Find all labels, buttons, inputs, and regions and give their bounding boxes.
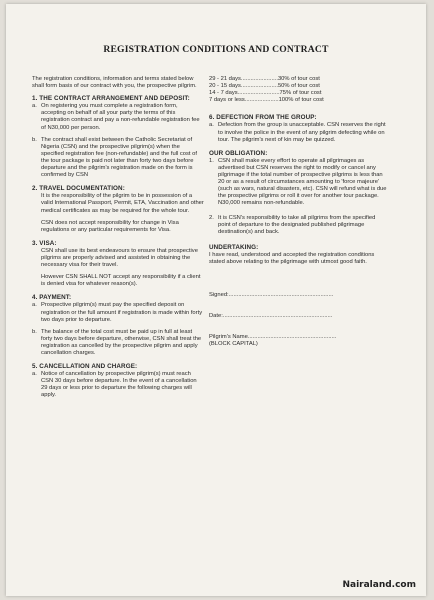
- document-page: [6, 4, 426, 596]
- clause-1a-text: On registering you must complete a registration form, accepting on behalf of all your party the terms of this registration contract and pay a non-refundable registration fee of N30,000 per person.: [41, 103, 200, 131]
- obligation-item-1-text: CSN shall make every effort to operate all pilgrimages as advertised but CSN reserves the right to modify or cancel any pilgrimage if the total number of prospective pilgrims is less than 20 or as a result of circumstances amounting to 'force majeure' (such as wars, natural disasters, etc). CSN will refund what is due the prospective pilgrims or roll it over for another tour package. N30,000 remains non-refundable.: [218, 157, 387, 207]
- visa-text-2: However CSN SHALL NOT accept any responsibility if a client is denied visa for whatever reason(s).: [41, 274, 201, 288]
- clause-4a-label: a.: [32, 302, 37, 309]
- travel-text-2: CSN does not accept responsibility for change in Visa regulations or any particular requirements for Visa.: [41, 219, 179, 233]
- cancellation-rates: [209, 76, 389, 104]
- clause-6a-label: a.: [209, 122, 214, 129]
- obligation-item-2-label: 2.: [209, 214, 214, 221]
- section-payment-heading: 4. PAYMENT:: [32, 294, 72, 302]
- signed-field[interactable]: Signed:.................................................................: [209, 292, 334, 299]
- right-column: [209, 76, 389, 354]
- clause-6a-text: Defection from the group is unacceptable. CSN reserves the right to involve the police in the event of any pilgrim defecting while on tour. The pilgrim's next of kin may be quizzed.: [218, 122, 386, 143]
- clause-4b-text: The balance of the total cost must be paid up in full at least forty two days before departure, otherwise, CSN shall treat the registration as cancelled by the prospective pilgrim and apply cancellation charges.: [41, 328, 202, 356]
- rate-row: 20 - 15 days.......................50% of tour cost: [209, 83, 320, 90]
- obligation-item-1-label: 1.: [209, 157, 214, 164]
- section-visa: [32, 240, 204, 289]
- rate-row: 14 - 7 days..........................75% of tour cost: [209, 90, 322, 97]
- section-visa-heading: 3. VISA:: [32, 239, 57, 247]
- page-title: REGISTRATION CONDITIONS AND CONTRACT: [103, 44, 329, 55]
- signature-block: [209, 292, 389, 348]
- date-field[interactable]: Date:....................................................................: [209, 313, 333, 320]
- section-obligation-heading: OUR OBLIGATION:: [209, 149, 268, 157]
- obligation-item-2: [209, 215, 389, 236]
- visa-paragraph-2: [32, 274, 204, 288]
- pilgrim-name-field[interactable]: Pilgrim's Name.......................................................: [209, 334, 337, 341]
- section-undertaking-heading: UNDERTAKING:: [209, 243, 259, 251]
- clause-1a: [32, 103, 204, 131]
- visa-text-1: CSN shall use its best endeavours to ensure that prospective pilgrims are properly advised and assisted in obtaining the necessary visa for their travel.: [41, 247, 198, 269]
- clause-5a: [32, 371, 204, 399]
- section-undertaking: [209, 244, 389, 266]
- clause-1a-label: a.: [32, 103, 37, 110]
- section-defection: [209, 114, 389, 143]
- section-defection-heading: 6. DEFECTION FROM THE GROUP:: [209, 114, 317, 122]
- rate-row: 29 - 21 days.......................30% of tour cost: [209, 76, 320, 82]
- undertaking-text: I have read, understood and accepted the registration conditions stated above relating to the pilgrimage with utmost good faith.: [209, 251, 375, 265]
- clause-4b: [32, 329, 204, 357]
- section-contract-heading: 1. THE CONTRACT ARRANGEMENT AND DEPOSIT:: [32, 95, 190, 103]
- travel-text-1: It is the responsibility of the pilgrim to be in possession of a valid International Passport, Permit, ETA, Vaccination and other medical certificates as may be required for the whole tour.: [41, 193, 204, 214]
- clause-1b-label: b.: [32, 136, 37, 143]
- section-cancellation: [32, 363, 204, 399]
- rate-row: 7 days or less.....................100% of tour cost: [209, 97, 324, 104]
- obligation-item-2-text: It is CSN's responsibility to take all pilgrims from the specified point of departure to the designated published pilgrimage destination(s) and back.: [218, 214, 376, 235]
- intro-text: The registration conditions, information and terms stated below shall form basis of our contract with you, the prospective pilgrim.: [32, 76, 197, 90]
- section-obligation: [209, 150, 389, 236]
- clause-4a-text: Prospective pilgrim(s) must pay the specified deposit on registration or the full amount if registration is made within forty two days prior to departure.: [41, 302, 203, 323]
- clause-6a: [209, 122, 389, 143]
- block-capital-note: (BLOCK CAPITAL): [209, 341, 258, 348]
- obligation-item-1: [209, 158, 389, 208]
- clause-4a: [32, 302, 204, 323]
- section-contract: [32, 95, 204, 179]
- section-payment: [32, 294, 204, 357]
- clause-1b: [32, 137, 204, 180]
- left-column: [32, 76, 204, 406]
- clause-4b-label: b.: [32, 328, 37, 335]
- site-watermark: Nairaland.com: [342, 580, 416, 590]
- section-travel-documentation: [32, 185, 204, 234]
- visa-paragraph-1: [32, 248, 204, 269]
- section-cancellation-heading: 5. CANCELLATION AND CHARGE:: [32, 363, 138, 371]
- section-travel-heading: 2. TRAVEL DOCUMENTATION:: [32, 185, 125, 193]
- clause-5a-label: a.: [32, 371, 37, 378]
- travel-paragraph-2: [32, 220, 204, 234]
- travel-paragraph-1: [32, 193, 204, 214]
- clause-1b-text: The contract shall exist between the Catholic Secretariat of Nigeria (CSN) and the prospective pilgrim(s) when the specified registration fee (non-refundable) and the full cost of the tour package is paid not later than forty two days before departure and the pilgrim's registration made on the form is confirmed by CSN: [41, 136, 197, 179]
- clause-5a-text: Notice of cancellation by prospective pilgrim(s) must reach CSN 30 days before departure. In the event of a cancellation 29 days or less prior to departure the following charges will apply.: [41, 371, 197, 399]
